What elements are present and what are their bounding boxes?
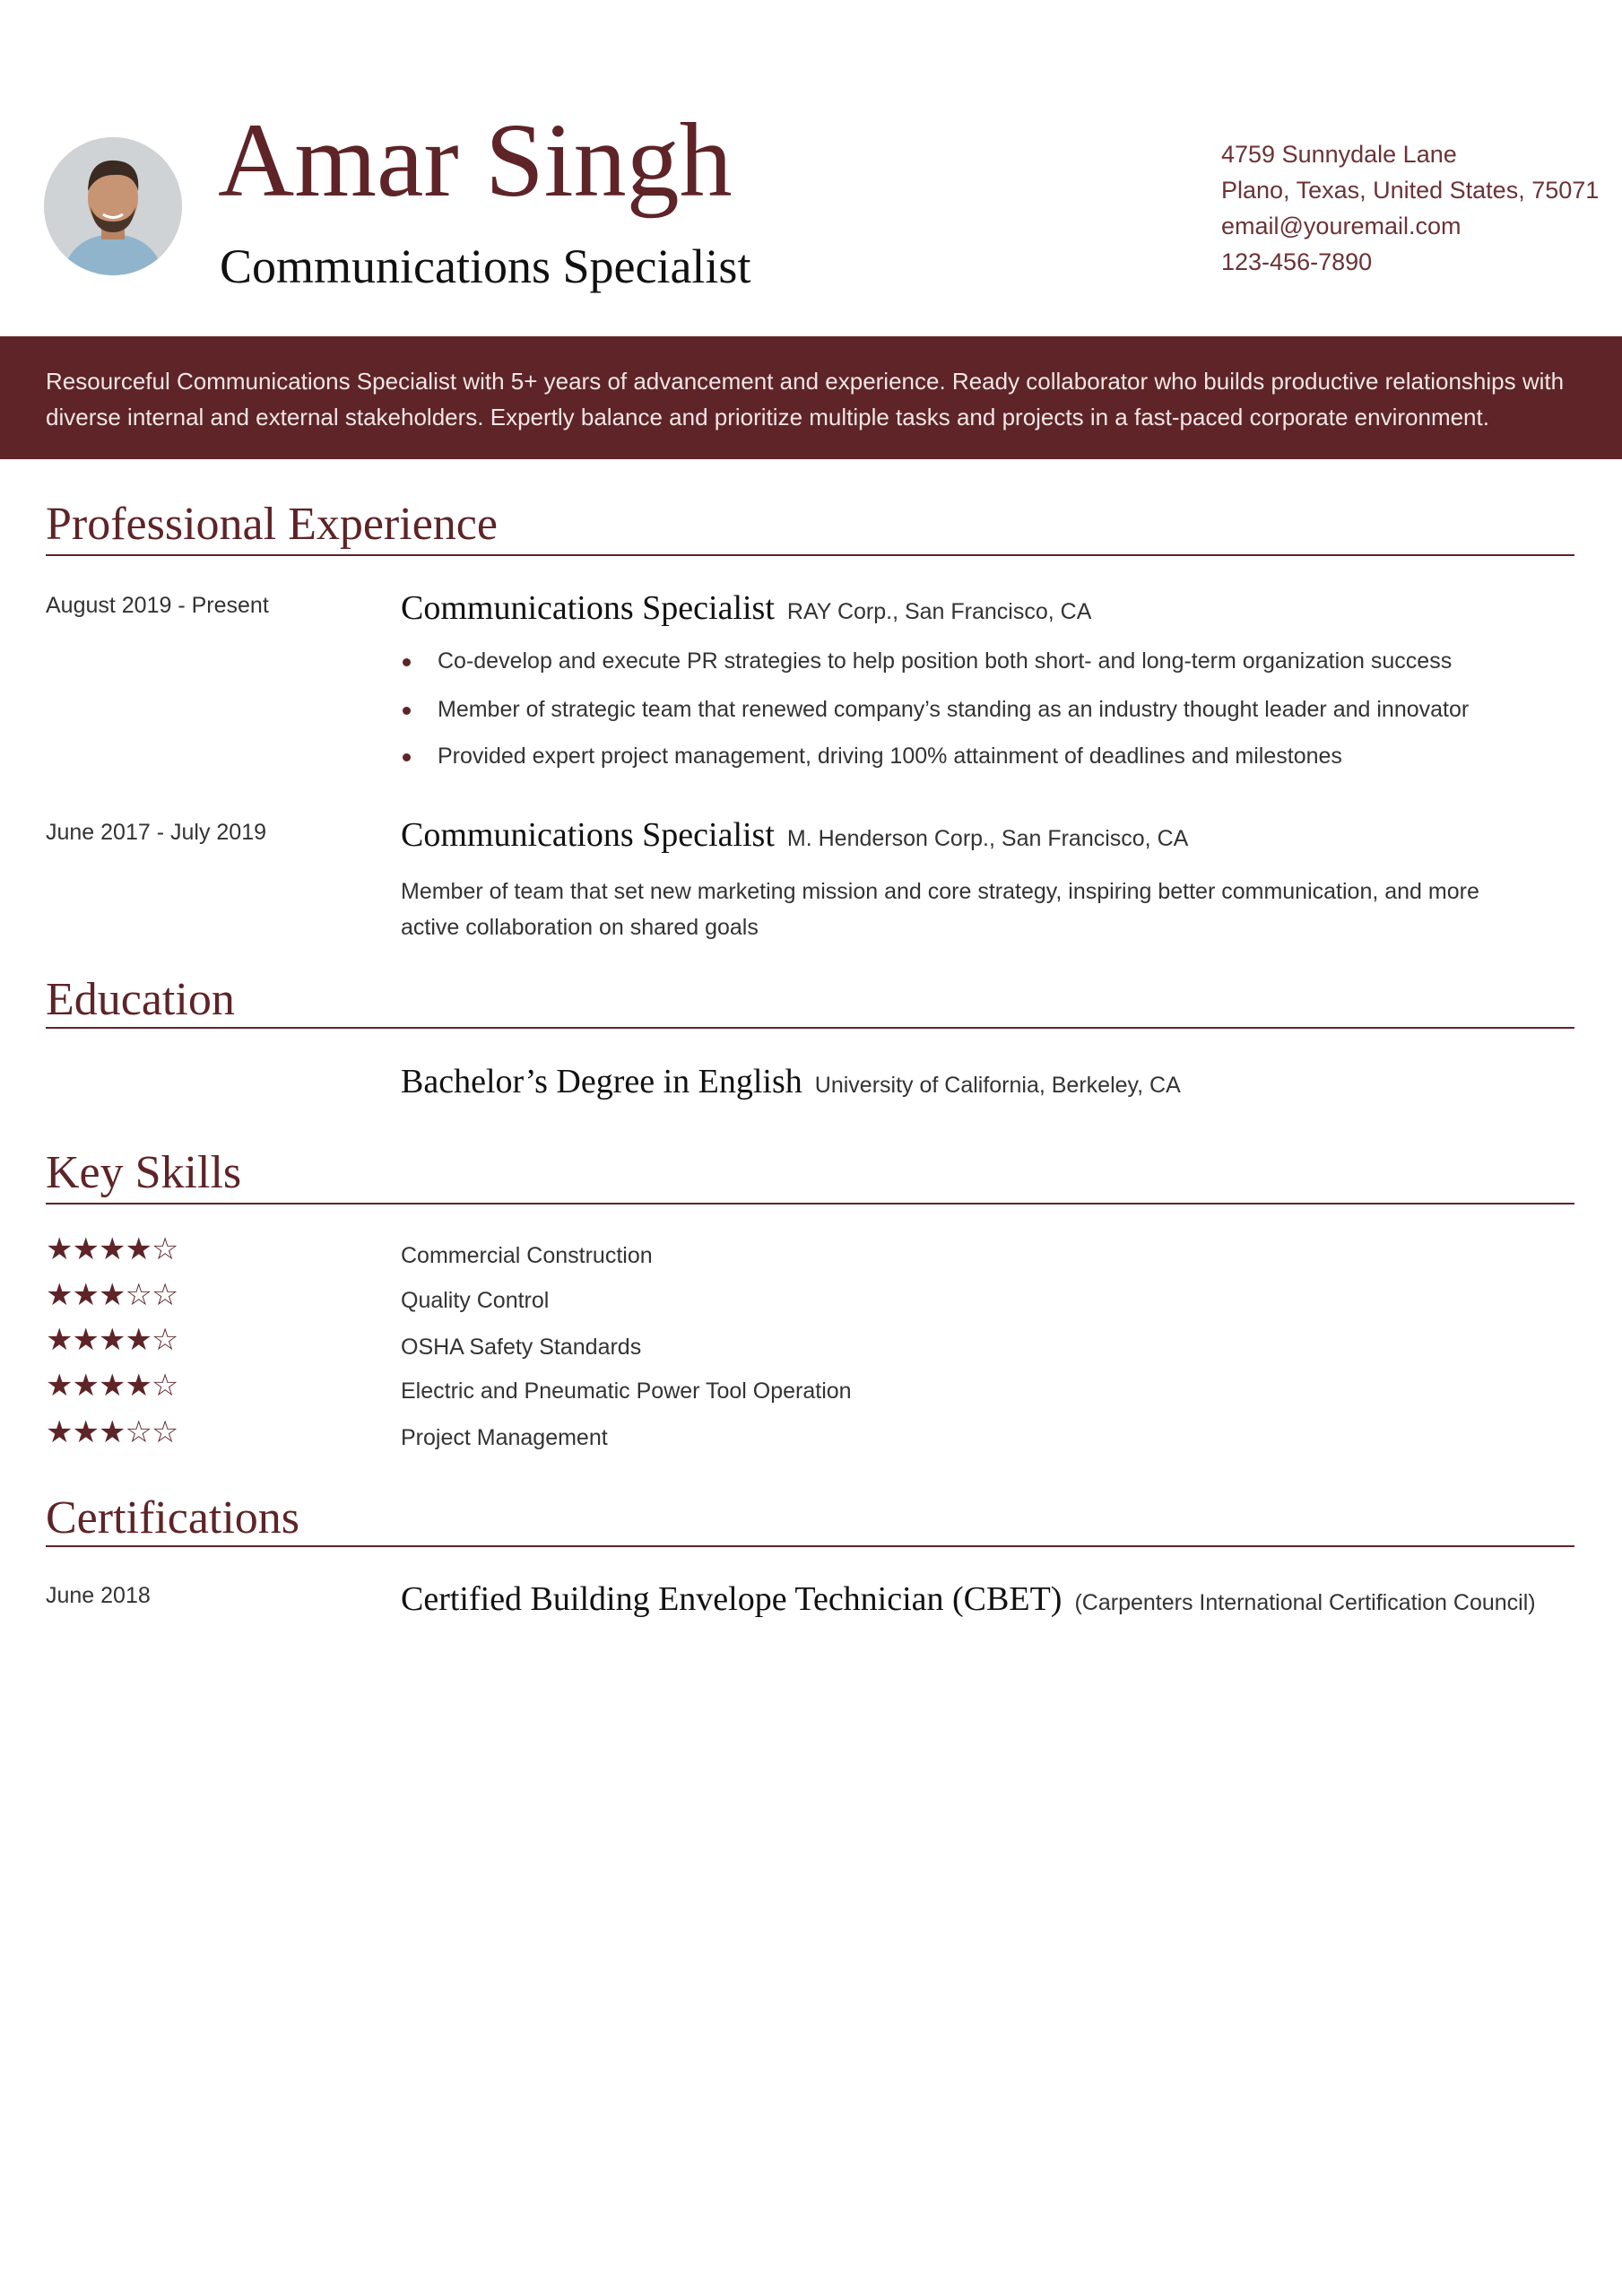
candidate-title: Communications Specialist <box>220 239 751 293</box>
skill-name: OSHA Safety Standards <box>401 1335 642 1360</box>
bullet-icon <box>403 707 411 715</box>
section-heading-experience: Professional Experience <box>46 499 498 550</box>
job-bullet <box>401 697 1469 723</box>
skill-name: Project Management <box>401 1425 608 1450</box>
job-dates: June 2017 - July 2019 <box>46 820 267 845</box>
cert-name: Certified Building Envelope Technician (CBET) <box>401 1580 1063 1618</box>
candidate-name: Amar Singh <box>218 101 733 219</box>
skill-rating-stars-icon: ★★★☆☆ <box>46 1278 178 1312</box>
skill-name: Electric and Pneumatic Power Tool Operation <box>401 1378 852 1404</box>
section-heading-education: Education <box>46 974 235 1025</box>
bullet-icon <box>403 658 411 666</box>
cert-issuer: (Carpenters International Certification Council) <box>1074 1590 1536 1615</box>
section-heading-skills: Key Skills <box>46 1147 242 1198</box>
job-title-text: Communications Specialist <box>401 816 775 854</box>
avatar <box>44 137 182 275</box>
bullet-text: Provided expert project management, driving 100% attainment of deadlines and milestones <box>438 744 1342 769</box>
person-photo-icon <box>44 137 182 275</box>
email-link[interactable]: email@youremail.com <box>1221 213 1462 239</box>
certification <box>401 1578 1566 1623</box>
skill-name: Quality Control <box>401 1288 550 1313</box>
summary-banner <box>0 336 1622 459</box>
bullet-icon <box>403 753 411 761</box>
job-dates: August 2019 - Present <box>46 593 269 618</box>
job-bullet <box>401 744 1342 770</box>
bullet-text: Member of strategic team that renewed company’s standing as an industry thought leader and innovator <box>438 697 1470 722</box>
summary-text: Resourceful Communications Specialist with 5+ years of advancement and experience. Ready collaborator who builds productive relationships with diverse internal and external stakeholders. Expertly balance and prioritize multiple tasks and projects in a fast-paced corporate environment. <box>46 368 1565 430</box>
job-description: Member of team that set new marketing mission and core strategy, inspiring better communication, and more active collaboration on shared goals <box>401 879 1479 940</box>
address-line-2: Plano, Texas, United States, 75071 <box>1221 177 1600 204</box>
skill-rating-stars-icon: ★★★★☆ <box>46 1369 178 1403</box>
section-divider <box>46 554 1574 556</box>
section-heading-certifications: Certifications <box>46 1492 300 1544</box>
job-org: M. Henderson Corp., San Francisco, CA <box>786 826 1189 851</box>
phone: 123-456-7890 <box>1221 248 1373 275</box>
skill-rating-stars-icon: ★★★★☆ <box>46 1323 178 1357</box>
degree <box>401 1062 1181 1101</box>
school: University of California, Berkeley, CA <box>814 1073 1181 1098</box>
cert-date: June 2018 <box>46 1583 151 1608</box>
job-org: RAY Corp., San Francisco, CA <box>786 599 1092 624</box>
skill-name: Commercial Construction <box>401 1243 653 1268</box>
section-divider <box>46 1027 1574 1029</box>
section-divider <box>46 1545 1574 1547</box>
job-bullet <box>401 648 1452 674</box>
job-title <box>401 815 1188 855</box>
address-line-1: 4759 Sunnydale Lane <box>1221 141 1457 168</box>
section-divider <box>46 1203 1574 1205</box>
degree-name: Bachelor’s Degree in English <box>401 1063 802 1100</box>
bullet-text: Co-develop and execute PR strategies to help position both short- and long-term organization success <box>438 648 1453 674</box>
skill-rating-stars-icon: ★★★☆☆ <box>46 1415 178 1449</box>
contact-block <box>1221 136 1599 280</box>
skill-rating-stars-icon: ★★★★☆ <box>46 1232 178 1266</box>
job-title-text: Communications Specialist <box>401 589 775 627</box>
job-title <box>401 588 1091 628</box>
